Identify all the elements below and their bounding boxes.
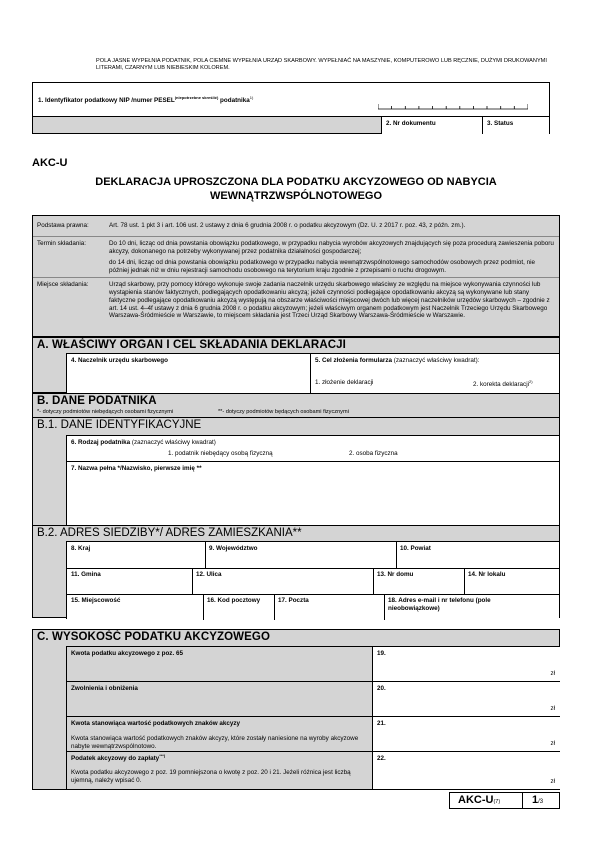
top-note: POLA JASNE WYPEŁNIA PODATNIK, POLA CIEMNE WYPEŁNIA URZĄD SKARBOWY. WYPEŁNIAĆ NA MASZYNIE, KOMPUTEROWO LUB RĘCZNIE, DUŻYMI DRUKOWANYMI LITERAMI, CZARNYM LUB NIEBIESKIM KOLOREM. (96, 58, 547, 71)
full-name-field[interactable] (66, 461, 559, 525)
deadline-text-1: Do 10 dni, licząc od dnia powstania obowiązku podatkowego, w przypadku nabycia wyrobów akcyzowych znajdujących się poza procedurą zawieszenia poboru akcyzy, dokonanego na potrzeby wykonywanej przez podatnika działalności gospodarczej; (109, 240, 554, 255)
info-block (32, 215, 560, 337)
excise-stamps-desc: Kwota stanowiąca wartość podatkowych znaków akcyzy, które zostały naniesione na wyroby akcyzowe nabyte wewnątrzwspólnotowo. (71, 735, 359, 750)
section-b (32, 393, 560, 618)
tax-payable-desc: Kwota podatku akcyzowego z poz. 19 pomniejszona o kwotę z poz. 20 i 21. Jeżeli różnica jest liczbą ujemną, należy wpisać 0. (71, 769, 351, 784)
section-a-title: A. WŁAŚCIWY ORGAN I CEL SKŁADANIA DEKLARACJI (37, 339, 346, 351)
option-individual[interactable]: 2. osoba fizyczna (349, 450, 398, 457)
section-c (32, 629, 560, 790)
place-text: Urząd skarbowy, przy pomocy którego wykonuje swoje zadania naczelnik urzędu skarbowego właściwy ze względu na miejsce wykonywania czynności lub wystąpienia stanów faktycznych, podlegających opodatkowaniu akcyzą; jeżeli czynności podlegające opodatkowaniu akcyzą są wykonywane lub stany faktyczne podlegające opodatkowaniu akcyzą występują na obszarze właściwości miejscowej dwóch lub więcej naczelników urzędów skarbowych – zgodnie z art. 14 ust. 4–4f ustawy z dnia 6 grudnia 2008 r. o podatku akcyzowym; jeżeli właściwym organem podatkowym jest Naczelnik Trzeciego Urzędu Skarbowego Warszawa-Śródmieście w Warszawie, to miejscem składania jest Trzeci Urząd Skarbowy Warszawa-Śródmieście w Warszawie. (109, 281, 550, 320)
section-c-title: C. WYSOKOŚĆ PODATKU AKCYZOWEGO (37, 631, 270, 643)
divider (33, 417, 559, 418)
tax-amount-field[interactable] (372, 647, 560, 681)
identifier-field[interactable] (33, 83, 549, 117)
field-number: 19. (377, 650, 386, 657)
document-number-field[interactable]: 2. Nr dokumentu (381, 117, 482, 134)
excise-stamps-row (66, 716, 559, 751)
address-grid (66, 541, 559, 619)
taxpayer-type-label: 6. Rodzaj podatnika (zaznaczyć właściwy kwadrat) (71, 439, 216, 446)
deadline-label: Termin składania: (37, 240, 86, 247)
currency-unit: zł (550, 670, 555, 678)
section-a (32, 337, 560, 393)
b1-title: B.1. DANE IDENTYFIKACYJNE (37, 419, 202, 431)
house-number-field[interactable]: 13. Nr domu (377, 571, 414, 578)
purpose-field (310, 353, 559, 393)
field-number: 20. (377, 685, 386, 692)
field-number: 21. (377, 720, 386, 727)
section-b-title: B. DANE PODATNIKA (37, 395, 157, 407)
country-field[interactable]: 8. Kraj (71, 545, 91, 552)
email-phone-field[interactable]: 18. Adres e-mail i nr telefonu (pole nieobowiązkowe) (388, 597, 491, 612)
tax-payable-field[interactable] (372, 752, 560, 789)
field-number: 22. (377, 755, 386, 762)
divider (522, 793, 523, 808)
form-title: DEKLARACJA UPROSZCZONA DLA PODATKU AKCYZOWEGO OD NABYCIA WEWNĄTRZWSPÓLNOTOWEGO (95, 176, 497, 202)
legal-basis-label: Podstawa prawna: (37, 222, 89, 229)
street-field[interactable]: 12. Ulica (196, 571, 222, 578)
divider (33, 277, 559, 278)
footer-code: AKC-U(7) (458, 794, 501, 806)
legal-basis-text: Art. 78 ust. 1 pkt 3 i art. 106 ust. 2 ustawy z dnia 6 grudnia 2008 r. o podatku akcyzowym (Dz. U. z 2017 r. poz. 43, z późn. zm.). (109, 222, 466, 229)
option-non-individual[interactable]: 1. podatnik niebędący osobą fizyczną (168, 450, 273, 457)
page-number: 1/3 (532, 794, 544, 806)
b2-title: B.2. ADRES SIEDZIBY*/ ADRES ZAMIESZKANIA** (37, 527, 302, 539)
full-name-label: 7. Nazwa pełna */Nazwisko, pierwsze imię ** (71, 465, 202, 472)
footer-box (449, 792, 560, 809)
currency-unit: zł (550, 705, 555, 713)
deadline-text-2: do 14 dni, licząc od dnia powstania obowiązku podatkowego w przypadku nabycia wewnątrzwspólnotowego samochodów osobowych przez podmiot, nie później jednak niż w dniu rejestracji samochodu osobowego na terytorium kraju zgodnie z przepisami o ruchu drogowym. (109, 259, 535, 274)
currency-unit: zł (550, 778, 555, 786)
identifier-label: 1. Identyfikator podatkowy NIP /numer $PESEL^{(niepotrzebne skreślić)}$ podatnika$^{1)}$ (38, 95, 254, 105)
divider (33, 525, 559, 526)
excise-stamps-label: Kwota stanowiąca wartość podatkowych znaków akcyzy (71, 720, 241, 727)
tax-amount-label: Kwota podatku akcyzowego z poz. 65 (71, 650, 183, 657)
identifier-block (32, 82, 550, 134)
status-field[interactable]: 3. Status (482, 117, 549, 134)
tax-office-field[interactable] (66, 353, 310, 393)
currency-unit: zł (550, 740, 555, 748)
tax-amount-row (66, 646, 559, 681)
place-label: Miejsce składania: (37, 281, 89, 288)
taxpayer-type-field (66, 435, 559, 461)
apartment-number-field[interactable]: 14. Nr lokalu (468, 571, 506, 578)
voivodeship-field[interactable]: 9. Województwo (209, 545, 258, 552)
postal-code-field[interactable]: 16. Kod pocztowy (207, 597, 261, 604)
city-field[interactable]: 15. Miejscowość (71, 597, 121, 604)
municipality-field[interactable]: 11. Gmina (71, 571, 101, 578)
excise-stamps-field[interactable] (372, 717, 560, 751)
exemptions-row (66, 681, 559, 716)
exemptions-label: Zwolnienia i obniżenia (71, 685, 138, 692)
divider (33, 236, 559, 237)
note-individuals: **- dotyczy podmiotów będących osobami fizycznymi (218, 409, 349, 415)
exemptions-field[interactable] (372, 682, 560, 716)
identifier-digit-boxes (378, 102, 528, 110)
tax-payable-row (66, 751, 559, 789)
note-entities: *- dotyczy podmiotów niebędących osobami fizycznymi (37, 409, 174, 415)
county-field[interactable]: 10. Powiat (400, 545, 431, 552)
form-code: AKC-U (32, 157, 68, 169)
post-office-field[interactable]: 17. Poczta (278, 597, 309, 604)
tax-payable-label: Podatek akcyzowy do zapłaty***) (71, 753, 166, 763)
option-correction[interactable]: 2. korekta deklaracji$^{2)}$ (473, 379, 533, 389)
tax-office-label: 4. Naczelnik urzędu skarbowego (71, 357, 168, 364)
option-submission[interactable]: 1. złożenie deklaracji (315, 379, 374, 386)
purpose-label: 5. Cel złożenia formularza (zaznaczyć właściwy kwadrat): (315, 357, 480, 364)
